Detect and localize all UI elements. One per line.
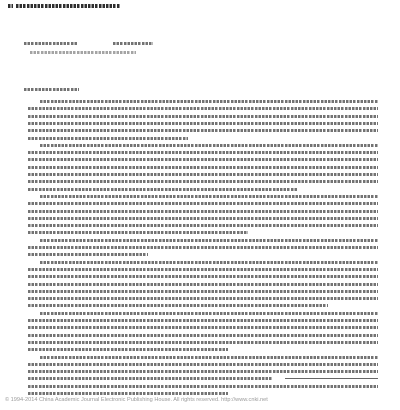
body-text-line [40, 100, 378, 103]
body-text-line [28, 217, 378, 220]
body-text-line [28, 377, 273, 380]
body-text-line [40, 261, 378, 264]
body-text-line [28, 304, 328, 307]
body-text-line [28, 334, 378, 337]
body-text-line [28, 151, 378, 154]
body-text-line [40, 239, 378, 242]
header-text-line [16, 4, 120, 8]
body-text-line [40, 144, 378, 147]
body-text-line [28, 253, 148, 256]
body-text-line [28, 166, 378, 169]
header-mark [8, 4, 13, 8]
footnote-rule [285, 378, 378, 379]
body-text-line [28, 122, 378, 125]
body-text-line [28, 129, 378, 132]
body-text-line [28, 107, 378, 110]
body-text-line [28, 297, 378, 300]
body-text-line [28, 202, 378, 205]
section-heading-line [24, 88, 79, 91]
body-text-line [28, 385, 378, 388]
body-text-line [28, 370, 378, 373]
body-text-line [40, 195, 378, 198]
subtitle-text-line [30, 51, 136, 54]
body-text-line [28, 158, 378, 161]
body-text-line [28, 319, 378, 322]
body-text-line [28, 363, 378, 366]
body-text-line [28, 275, 378, 278]
body-text-line [28, 224, 378, 227]
author-text-line [113, 42, 153, 45]
body-text-line [28, 326, 378, 329]
body-text-line [40, 356, 378, 359]
body-text-line [28, 268, 378, 271]
body-text-line [40, 312, 378, 315]
body-text-line [28, 290, 378, 293]
body-text-line [28, 231, 248, 234]
title-text-line [24, 42, 78, 45]
body-text-line [28, 341, 378, 344]
body-text-line [28, 137, 188, 140]
body-text-line [28, 180, 378, 183]
cnki-watermark: © 1994-2014 China Academic Journal Electronic Publishing House. All rights reserved. http://www.cnki.net [5, 397, 268, 403]
body-text-line [28, 348, 228, 351]
body-text-line [28, 210, 378, 213]
body-text-line [28, 392, 228, 395]
body-text-line [28, 188, 298, 191]
body-text-line [28, 283, 378, 286]
body-text-line [28, 173, 378, 176]
body-text-line [28, 115, 378, 118]
body-text-line [28, 246, 378, 249]
